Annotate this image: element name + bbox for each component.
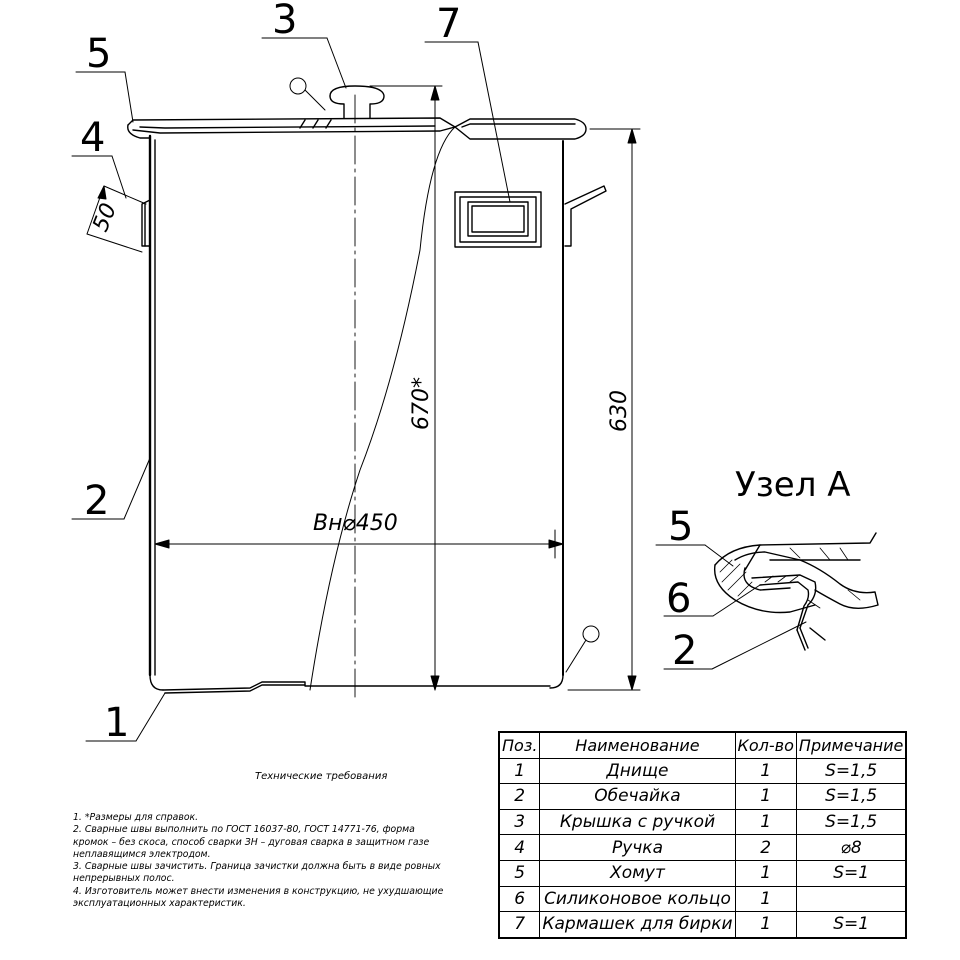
cell-note [796, 886, 906, 912]
cell-note: S=1,5 [796, 809, 906, 835]
cell-qty: 1 [735, 784, 796, 810]
note-line: эксплуатационных характеристик. [73, 898, 246, 910]
note-line: 2. Сварные швы выполнить по ГОСТ 16037-80, ГОСТ 14771-76, форма [73, 824, 415, 836]
cell-name: Обечайка [540, 784, 735, 810]
note-line: кромок – без скоса, способ сварки ЗН – дуговая сварка в защитном газе [73, 836, 430, 848]
cell-qty: 2 [735, 835, 796, 861]
cell-qty: 1 [735, 912, 796, 938]
table-row [499, 912, 906, 938]
detail-a-title: Узел А [735, 465, 851, 505]
cell-pos: 2 [499, 784, 540, 810]
cell-name: Крышка с ручкой [540, 809, 735, 835]
cell-note: S=1 [796, 860, 906, 886]
callout-2: 2 [84, 478, 110, 524]
cell-name: Кармашек для бирки [540, 912, 735, 938]
header-note: Примечание [796, 732, 906, 758]
dim-670-text: 670* [409, 377, 434, 430]
note-line: непрерывных полос. [73, 873, 175, 885]
cell-note: S=1,5 [796, 758, 906, 784]
cell-pos: 3 [499, 809, 540, 835]
callout-5: 5 [86, 31, 112, 77]
dim-630-text: 630 [607, 390, 632, 432]
cell-qty: 1 [735, 886, 796, 912]
cell-pos: 7 [499, 912, 540, 938]
table-row [499, 886, 906, 912]
tech-requirements-notes [73, 812, 503, 910]
cell-pos: 1 [499, 758, 540, 784]
handle-right [565, 186, 606, 246]
note-line: 3. Сварные швы зачистить. Граница зачистки должна быть в виде ровных [73, 861, 441, 873]
header-pos: Поз. [499, 732, 540, 758]
cell-note: S=1,5 [796, 784, 906, 810]
table-header-row [499, 732, 906, 758]
cell-name: Ручка [540, 835, 735, 861]
note-line: неплавящимся электродом. [73, 848, 211, 860]
cell-qty: 1 [735, 860, 796, 886]
table-row [499, 784, 906, 810]
cell-name: Хомут [540, 860, 735, 886]
cell-name: Силиконовое кольцо [540, 886, 735, 912]
callout-3: 3 [272, 0, 298, 43]
callout-4: 4 [80, 115, 106, 161]
cell-pos: 4 [499, 835, 540, 861]
specification-table [498, 731, 907, 939]
note-line: 1. *Размеры для справок. [73, 812, 199, 823]
vessel-body [150, 136, 563, 693]
table-row [499, 860, 906, 886]
cell-qty: 1 [735, 758, 796, 784]
detail-callout-5: 5 [668, 504, 694, 550]
cell-qty: 1 [735, 809, 796, 835]
detail-callout-6: 6 [666, 576, 692, 622]
note-line: 4. Изготовитель может внести изменения в конструкцию, не ухудшающие [73, 885, 444, 897]
header-qty: Кол-во [735, 732, 796, 758]
table-row [499, 835, 906, 861]
table-row [499, 758, 906, 784]
cell-note: S=1 [796, 912, 906, 938]
cell-name: Днище [540, 758, 735, 784]
dim-50-text: 50 [88, 199, 123, 236]
rim-clamp [455, 119, 586, 139]
table-row [499, 809, 906, 835]
header-name: Наименование [540, 732, 735, 758]
lid [128, 86, 455, 138]
tech-requirements-title: Технические требования [255, 771, 388, 782]
cell-pos: 5 [499, 860, 540, 886]
callout-7: 7 [436, 1, 462, 47]
detail-callout-2: 2 [672, 628, 698, 674]
callout-1: 1 [104, 700, 130, 746]
tag-pocket [455, 192, 541, 247]
cell-pos: 6 [499, 886, 540, 912]
cell-note: ⌀8 [796, 835, 906, 861]
dim-450-text: Вн⌀450 [313, 511, 398, 536]
